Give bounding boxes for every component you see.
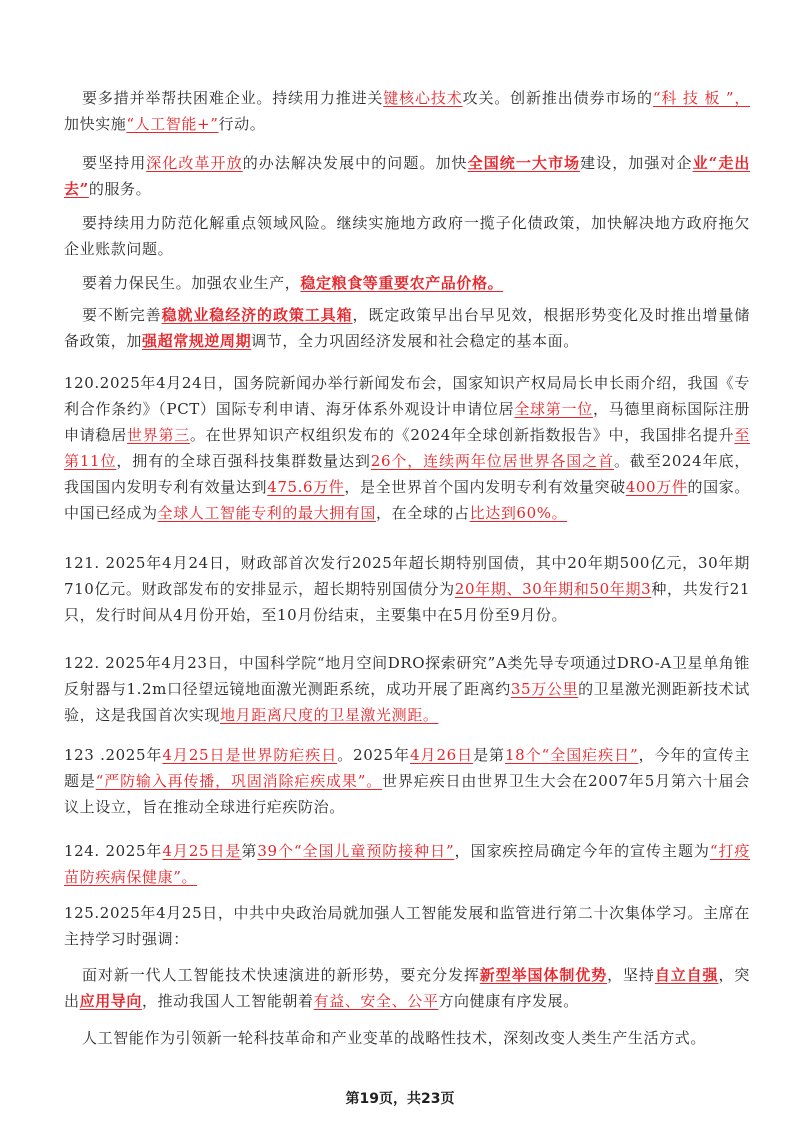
text-run: 要不断完善 (82, 306, 162, 324)
highlighted-phrase: 全球第一位 (514, 400, 593, 418)
text-run: ，拥有的全球百强科技集群数量达到 (116, 452, 371, 470)
highlighted-phrase: 有益、安全、公平 (313, 992, 439, 1010)
highlighted-phrase: “科 技 板 ”， (652, 89, 750, 107)
text-run: ，国家疾控局确定今年的宣传主题为 (454, 842, 710, 860)
highlighted-phrase: 应用导向 (79, 992, 143, 1010)
text-run: 要着力保民生。加强农业生产， (82, 274, 301, 292)
text-run: 122. 2025年4月23日，中国科学院“地月空间DRO探索研究”A类先导专项通过DRO-A卫星单角锥反射器与1.2m口径望远镜地面激光测距系统，成功开展了距离约 (64, 654, 750, 698)
paragraph-risk-prevention (64, 210, 750, 262)
highlighted-phrase: 475.6万件 (267, 478, 345, 496)
text-run: 行动。 (218, 115, 266, 133)
text-run: 第 (241, 842, 258, 860)
highlighted-phrase: 全国统一大市场 (467, 154, 581, 172)
text-run: 加快实施 (64, 115, 127, 133)
text-run: ，今年的宣传主题是 (64, 746, 750, 790)
text-run: 124. 2025年 (64, 842, 163, 860)
text-run: 方向健康有序发展。 (438, 992, 579, 1010)
highlighted-phrase: 稳定粮食等重要农产品价格。 (300, 274, 504, 292)
highlighted-phrase: “打疫苗防疾病保健康”。 (64, 842, 751, 886)
highlighted-phrase: 4月26日 (410, 746, 474, 764)
paragraph-item-125 (64, 900, 750, 952)
paragraph-item-123 (64, 742, 750, 820)
highlighted-phrase: 稳就业稳经济的政策工具箱 (161, 306, 353, 324)
text-run: ，在全球的占 (376, 504, 470, 522)
text-run: 世界疟疾日由世界卫生大会在2007年5月第六十届会议上设立，旨在推动全球进行疟疾防治。 (64, 772, 750, 816)
text-run: 121. 2025年4月24日，财政部首次发行2025年超长期特别国债，其中20年期500亿元，30年期710亿元。财政部发布的安排显示，超长期特别国债分为 (64, 554, 750, 598)
text-run: 的国家。中国已经成为 (64, 478, 750, 522)
highlighted-phrase: 自立自强 (654, 966, 719, 984)
text-run: ，推动我国人工智能朝着 (142, 992, 314, 1010)
text-run: ，马德里商标国际注册申请稳居 (64, 400, 750, 444)
text-run: 人工智能作为引领新一轮科技革命和产业变革的战略性技术，深刻改变人类生产生活方式。 (82, 1029, 707, 1047)
paragraph-livelihood (64, 270, 750, 296)
paragraph-item-121 (64, 550, 750, 628)
text-run: 。截至2024年底，我国国内发明专利有效量达到 (64, 452, 750, 496)
text-run: ，既定政策早出台早见效，根据形势变化及时推出增量储备政策，加 (64, 306, 750, 350)
text-run: ，坚持 (607, 966, 655, 984)
text-run: 是第 (473, 746, 506, 764)
paragraph-policy-toolbox (64, 302, 750, 354)
text-run: 调节，全力巩固经济发展和社会稳定的基本面。 (251, 332, 579, 350)
text-run: 攻关。创新推出债券市场的 (462, 89, 653, 107)
highlighted-phrase: 400万件 (625, 478, 688, 496)
text-run: ，突出 (64, 966, 750, 1010)
text-run: 。2025年 (337, 746, 411, 764)
highlighted-phrase: 4月25日是世界防疟疾日 (162, 746, 338, 764)
text-run: 要多措并举帮扶困难企业。持续用力推进关 (82, 89, 384, 107)
highlighted-phrase: 新型举国体制优势 (479, 966, 608, 984)
paragraph-item-120 (64, 370, 750, 526)
highlighted-phrase: 业“走出去” (64, 154, 750, 198)
highlighted-phrase: 比达到60%。 (469, 504, 568, 522)
highlighted-phrase: “人工智能+” (126, 115, 219, 133)
text-run: 要持续用力防范化解重点领域风险。继续实施地方政府一揽子化债政策，加快解决地方政府拖欠企业账款问题。 (64, 214, 750, 258)
text-run: 123 .2025年 (64, 746, 163, 764)
paragraph-reform-opening (64, 150, 750, 202)
text-run: 125.2025年4月25日，中共中央政治局就加强人工智能发展和监管进行第二十次集体学习。主席在主持学习时强调： (64, 904, 750, 948)
highlighted-phrase: 26个，连续两年位居世界各国之首 (370, 452, 614, 470)
highlighted-phrase: 键核心技术 (383, 89, 463, 107)
text-run: ，是全世界首个国内发明专利有效量突破 (344, 478, 626, 496)
highlighted-phrase: 18个“全国疟疾日” (505, 746, 639, 764)
highlighted-phrase: 世界第三 (126, 426, 190, 444)
paragraph-ai-strategic (64, 1025, 750, 1051)
text-run: 要坚持用 (82, 154, 147, 172)
highlighted-phrase: 强超常规逆周期 (142, 332, 252, 350)
highlighted-phrase: 39个“全国儿童预防接种日” (257, 842, 455, 860)
highlighted-phrase: 4月25日是 (162, 842, 242, 860)
text-run: 。在世界知识产权组织发布的《2024年全球创新指数报告》中，我国排名提升 (189, 426, 735, 444)
paragraph-enterprise-support (64, 85, 750, 137)
text-run: 建设，加强对企 (580, 154, 693, 172)
text-run: 的服务。 (88, 180, 152, 198)
text-run: 面对新一代人工智能技术快速演进的新形势，要充分发挥 (82, 966, 480, 984)
highlighted-phrase: 深化改革开放 (146, 154, 243, 172)
text-run: 120.2025年4月24日，国务院新闻办举行新闻发布会，国家知识产权局局长申长雨介绍，我国《专利合作条约》（PCT）国际专利申请、海牙体系外观设计申请位居 (64, 374, 750, 418)
highlighted-phrase: 20年期、30年期和50年期3 (454, 580, 652, 598)
page-number: 第19页，共23页 (345, 1091, 455, 1107)
text-run: 种，共发行21只，发行时间从4月份开始，至10月份结束，主要集中在5月份至9月份。 (64, 580, 751, 624)
highlighted-phrase: 地月距离尺度的卫星激光测距。 (220, 706, 439, 724)
paragraph-item-122 (64, 650, 750, 728)
highlighted-phrase: “严防输入再传播，巩固消除疟疾成果”。 (95, 772, 383, 790)
highlighted-phrase: 全球人工智能专利的最大拥有国 (157, 504, 377, 522)
highlighted-phrase: 35万公里 (510, 680, 579, 698)
paragraph-ai-development (64, 962, 750, 1014)
text-run: 的办法解决发展中的问题。加快 (242, 154, 468, 172)
text-run: 的卫星激光测距新技术试验，这是我国首次实现 (64, 680, 750, 724)
highlighted-phrase: 至第11位 (64, 426, 750, 470)
paragraph-item-124 (64, 838, 750, 890)
